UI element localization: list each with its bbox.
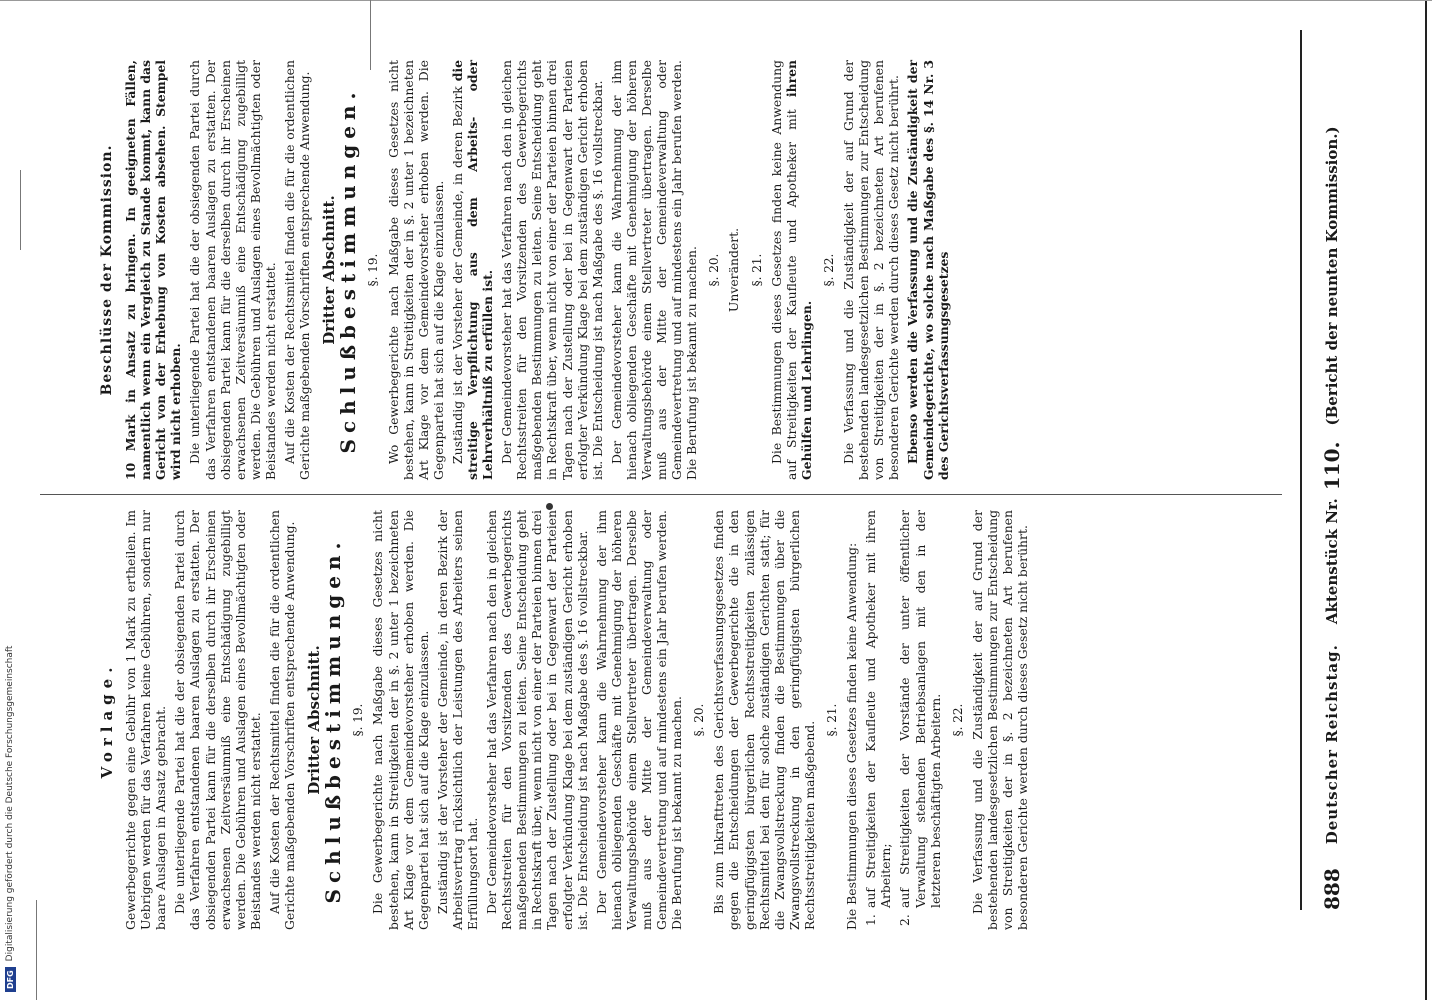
left-p21-item-2-number: 2. — [897, 914, 913, 926]
left-p21-item-1-number: 1. — [863, 914, 879, 926]
right-section-heading: Dritter Abschnitt. — [320, 195, 339, 345]
right-section-title: Schlußbestimmungen. — [336, 86, 361, 454]
right-column-beschluesse — [100, 60, 955, 480]
scan-mark-3 — [36, 900, 37, 1000]
dfg-logo: DFG — [5, 967, 16, 992]
left-p21-item-2 — [897, 510, 942, 930]
right-p19-text-1: Wo Gewerbegerichte nach Maßgabe dieses Gesetzes nicht bestehen, kann in Streitigkeiten der in §. 2 unter 1 bezeichneten Art Klage vor dem Gemeindevorsteher erhoben werden. Die Gegenpartei hat sich auf die Klage einzulassen. — [385, 60, 446, 480]
right-p19-text-3: Der Gemeindevorsteher hat das Verfahren nach den in gleichen Rechtsstreiten für den Vorsitzenden des Gewerbegerichts maßgebenden Bestimmungen zu leiten. Seine Entscheidung geht in Rechtskraft über, wenn nicht von einer der Parteien binnen drei Tagen nach der Zustellung oder bei in Gegenwart der Parteien erfolgter Verkündung Klage bei dem zuständigen Gericht erhoben ist. Die Entscheidung ist nach Maßgabe des §. 16 vollstreckbar. — [499, 60, 605, 480]
right-paragraph-19-label: §. 19. — [366, 253, 381, 287]
left-intro-paragraph-2: Die unterliegende Partei hat die der obsiegenden Partei durch das Verfahren entstandenen baaren Auslagen zu erstatten. Der obsiegenden Partei kann für die derselben durch ihr Erscheinen erwachsenen Zeitversäumniß eine Entschädigung zugebilligt werden. Die Gebühren und Auslagen eines Bevollmächtigten oder Beistandes werden nicht erstattet. — [172, 510, 263, 930]
ink-speck — [546, 503, 553, 510]
left-intro-paragraph-3: Auf die Kosten der Rechtsmittel finden die für die ordentlichen Gerichte maßgebenden Vorschriften entsprechende Anwendung. — [266, 510, 298, 930]
anlage-label: Aktenstück Nr. — [1323, 498, 1341, 625]
right-p21-plain: Die Bestimmungen dieses Gesetzes finden keine Anwendung auf Streitigkeiten der Kaufleute und Apotheker mit — [768, 60, 799, 480]
right-intro-paragraph-2: Auf die Kosten der Rechtsmittel finden die für die ordentlichen Gerichte maßgebenden Vorschriften entsprechende Anwendung. — [282, 60, 313, 480]
left-p19-text-4: Der Gemeindevorsteher kann die Wahrnehmung der ihm hienach obliegenden Geschäfte mit Genehmigung der höheren Verwaltungsbehörde einem Stellvertreter übertragen. Derselbe muß aus der Mitte der Gemeindeverwaltung oder Gemeindevertretung und auf mindestens ein Jahr berufen werden. Die Berufung ist bekannt zu machen. — [593, 510, 685, 930]
left-p21-item-1-text: auf Streitigkeiten der Kaufleute und Apotheker mit ihren Arbeitern; — [863, 510, 894, 908]
left-paragraph-20-label: §. 20. — [692, 703, 707, 737]
right-p21-bold: ihren Gehülfen und Lehrlingen. — [783, 60, 814, 480]
left-section-heading: Dritter Abschnitt. — [305, 645, 324, 795]
left-p21-item-1 — [863, 510, 893, 930]
left-column-vorlage — [100, 510, 1034, 930]
right-p21-text — [769, 60, 814, 480]
right-p22-text: Die Verfassung und die Zuständigkeit der auf Grund der bestehenden landesgesetzlichen Bestimmungen zur Entscheidung von Streitigkeiten der in §. 2 bezeichneten Art berufenen besonderen Gerichte werden durch dieses Gesetz nicht berührt. — [841, 60, 902, 480]
left-p19-text-2: Zuständig ist der Vorsteher der Gemeinde, in deren Bezirk der Arbeitsvertrag rücksichtlich der Leistungen des Arbeiters seinen Erfüllungsort hat. — [434, 510, 480, 930]
left-p20-text: Bis zum Inkrafttreten des Gerichtsverfassungsgesetzes finden gegen die Entscheidungen der Gewerbegerichte die in den geringfügigsten bürgerlichen Rechtsstreitigkeiten zulässigen Rechtsmittel bei den für solche zuständigen Gerichten statt; für die Zwangsvollstreckung finden die Bestimmungen über die Zwangsvollstreckung in den geringfügigsten bürgerlichen Rechtsstreitigkeiten maßgebend. — [711, 510, 817, 930]
publication-title: Deutscher Reichstag. — [1323, 644, 1341, 845]
left-p19-text-1: Die Gewerbegerichte nach Maßgabe dieses Gesetzes nicht bestehen, kann in Streitigkeiten der in §. 2 unter 1 bezeichneten Art Klage vor dem Gemeindevorsteher erhoben werden. Die Gegenpartei hat sich auf die Klage einzulassen. — [370, 510, 431, 930]
scan-mark-2 — [20, 170, 21, 250]
header-rule — [1300, 30, 1302, 910]
left-paragraph-22-label: §. 22. — [950, 703, 965, 737]
left-p22-text: Die Verfassung und die Zuständigkeit der auf Grund der bestehenden landesgesetzlichen Bestimmungen zur Entscheidung von Streitigkeiten der in §. 2 bezeichneten Art berufenen besonderen Gerichte werden durch dieses Gesetz nicht berührt. — [969, 510, 1031, 930]
left-p21-intro: Die Bestimmungen dieses Gesetzes finden keine Anwendung: — [844, 542, 860, 930]
bracket-note: (Bericht der neunten Kommission.) — [1323, 126, 1341, 426]
right-paragraph-22-label: §. 22. — [821, 253, 836, 287]
digitization-note-text: Digitalisierung gefördert durch die Deutsche Forschungsgemeinschaft — [5, 645, 15, 962]
scan-edge-line — [1425, 0, 1427, 1000]
page-header — [1312, 40, 1352, 910]
right-intro-bold: 10 Mark in Ansatz zu bringen. In geeigneten Fällen, namentlich wenn ein Vergleich zu Stande kommt, kann das Gericht von der Erhebung von Kosten absehen. Stempel wird nicht erhoben. — [123, 60, 184, 480]
left-intro-paragraph-1: Gewerbegerichte gegen eine Gebühr von 1 Mark zu ertheilen. Im Uebrigen werden für das Verfahren keine Gebühren, sondern nur baare Auslagen in Ansatz gebracht. — [123, 510, 169, 930]
right-paragraph-20-label: §. 20. — [707, 253, 722, 287]
page-number: 888 — [1320, 868, 1344, 910]
left-section-title: Schlußbestimmungen. — [321, 536, 346, 904]
left-paragraph-21-label: §. 21. — [825, 703, 840, 737]
right-intro-paragraph-1: Die unterliegende Partei hat die der obsiegenden Partei durch das Verfahren entstandenen baaren Auslagen zu erstatten. Der obsiegenden Partei kann für die derselben durch ihr Erscheinen erwachsenen Zeitversäumniß eine Entschädigung zugebilligt werden. Die Gebühren und Auslagen eines Bevollmächtigten oder Beistandes werden nicht erstattet. — [187, 60, 278, 480]
digitization-note — [0, 0, 20, 1000]
left-p19-text-3: Der Gemeindevorsteher hat das Verfahren nach den in gleichen Rechtsstreiten für den Vorsitzenden des Gewerbegerichts maßgebenden Bestimmungen zu leiten. Seine Entscheidung geht in Rechtskraft über, wenn nicht von einer der Parteien binnen drei Tagen nach der Zustellung oder bei in Gegenwart der Parteien erfolgter Verkündung Klage bei dem zuständigen Gericht erhoben ist. Die Entscheidung ist nach Maßgabe des §. 16 vollstreckbar. — [484, 510, 590, 930]
right-p19-text-2-bold: die streitige Verpflichtung aus dem Arbeits- oder Lehrverhältniß zu erfüllen ist. — [449, 60, 496, 480]
right-p19-text-2 — [450, 60, 495, 480]
left-column-heading: Vorlage. — [98, 661, 116, 779]
scan-top-edge — [0, 0, 1432, 1]
left-p21-item-2-text: auf Streitigkeiten der Vorstände der unter öffentlicher Verwaltung stehenden Betriebsanlagen mit den in der letzteren beschäftigten Arbeitern. — [897, 510, 943, 908]
right-p22-bold: Ebenso werden die Verfassung und die Zuständigkeit der Gemeindegerichte, wo solche nach Maßgabe des §. 14 Nr. 3 des Gerichtsverfassungsgesetzes — [905, 60, 951, 480]
right-p19-text-4: Der Gemeindevorsteher kann die Wahrnehmung der ihm hienach obliegenden Geschäfte mit Genehmigung der höheren Verwaltungsbehörde einem Stellvertreter übertragen. Derselbe muß aus der Mitte der Gemeindeverwaltung oder Gemeindevertretung und auf mindestens ein Jahr berufen werden. Die Berufung ist bekannt zu machen. — [608, 60, 700, 480]
right-p20-text: Unverändert. — [726, 227, 742, 313]
right-paragraph-21-label: §. 21. — [749, 253, 764, 287]
scan-mark-1 — [370, 0, 371, 70]
left-paragraph-19-label: §. 19. — [351, 703, 366, 737]
right-column-heading: Beschlüsse der Kommission. — [99, 144, 115, 396]
column-divider — [40, 494, 1282, 495]
right-p19-text-2-plain: Zuständig ist der Vorsteher der Gemeinde, in deren Bezirk — [449, 86, 465, 464]
anlage-number: 110. — [1320, 441, 1344, 491]
